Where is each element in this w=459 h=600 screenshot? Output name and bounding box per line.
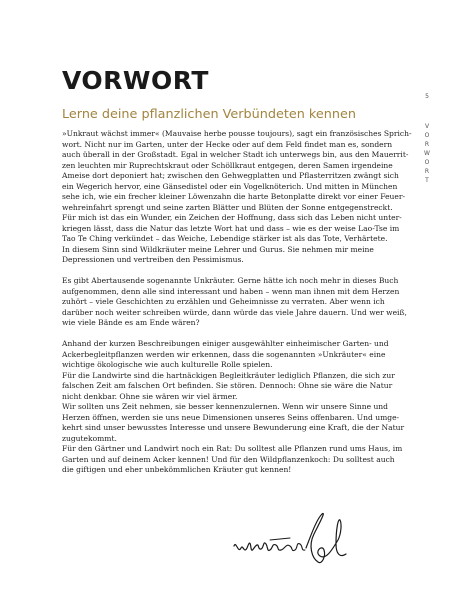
body-line: wort. Nicht nur im Garten, unter der Hecke oder auf dem Feld findet man es, sondern xyxy=(62,139,393,149)
paragraph-gap xyxy=(62,329,414,340)
body-line: ein Wegerich hervor, eine Gänsedistel oder ein Vogelknöterich. Und mitten in München xyxy=(62,181,398,191)
section-label-vertical xyxy=(421,122,433,185)
body-line: Tao Te Ching verkündet – das Weiche, Lebendige stärker ist als das Tote, Verhärtete. xyxy=(62,234,388,243)
body-line: »Unkraut wächst immer« (Mauvaise herbe pousse toujours), sagt ein französisches Sprich- xyxy=(62,129,412,138)
running-header xyxy=(421,93,433,185)
body-line: wie viele Bände es am Ende wären? xyxy=(62,318,200,327)
section-label-letter: T xyxy=(425,177,429,184)
body-line: Garten und auf deinem Acker kennen! Und für den Wildpflanzenkoch: Du solltest auch xyxy=(62,454,395,464)
body-line: Für den Gärtner und Landwirt noch ein Rat: Du solltest alle Pflanzen rund ums Haus, im xyxy=(62,444,403,453)
page-number: 5 xyxy=(425,93,429,100)
body-line: Depressionen und vertreiben den Pessimismus. xyxy=(62,255,244,264)
paragraph-gap xyxy=(62,266,414,277)
body-line: Anhand der kurzen Beschreibungen einiger ausgewählter einheimischer Garten- und xyxy=(62,339,389,348)
body-line: nicht denkbar. Ohne sie wären wir viel ärmer. xyxy=(62,391,238,401)
author-signature xyxy=(230,510,350,578)
body-line: sehe ich, wie ein frecher kleiner Löwenzahn die harte Betonplatte direkt vor einer Feuer- xyxy=(62,192,406,201)
body-line: Herzen öffnen, werden sie uns neue Dimensionen unseres Seins offenbaren. Und umge- xyxy=(62,412,400,422)
section-label-letter: W xyxy=(424,150,430,157)
body-line: kriegen lässt, dass die Natur das letzte Wort hat und dass – wie es der weise Lao-Tse im xyxy=(62,223,400,233)
body-line: die giftigen und eher unbekömmlichen Kräuter gut kennen! xyxy=(62,465,292,474)
body-line: Ackerbegleitpflanzen werden wir erkennen, dass die sogenannten »Unkräuter« eine xyxy=(62,349,386,359)
body-line: zuhört – viele Geschichten zu erzählen und Geheimnisse zu verraten. Aber wenn ich xyxy=(62,297,385,306)
body-line: darüber noch weiter schreiben würde, dann würde das viele Jahre dauern. Und wer weiß, xyxy=(62,307,407,317)
body-line: zugutekommt. xyxy=(62,433,117,443)
section-label-letter: O xyxy=(424,159,430,166)
body-line: Für die Landwirte sind die hartnäckigen Begleitkräuter lediglich Pflanzen, die sich zur xyxy=(62,370,395,380)
body-line: aufgenommen, denn alle sind interessant und haben – wenn man ihnen mit dem Herzen xyxy=(62,286,400,296)
page-subtitle: Lerne deine pflanzlichen Verbündeten kennen xyxy=(62,107,356,122)
body-line: Ameise dort deponiert hat; zwischen den Gehwegplatten und Pflasterritzen zwängt sich xyxy=(62,171,399,180)
section-label-letter: R xyxy=(424,141,430,148)
section-label-letter: R xyxy=(424,168,430,175)
body-line: zen leuchten mir Ruprechtskraut oder Schöllkraut entgegen, deren Samen irgendeine xyxy=(62,160,393,170)
body-line: In diesem Sinn sind Wildkräuter meine Lehrer und Gurus. Sie nehmen mir meine xyxy=(62,244,374,254)
body-line: wehreinfahrt sprengt und seine zarten Blätter und Blüten der Sonne entgegenstreckt. xyxy=(62,202,393,212)
body-line: kehrt sind unser bewusstes Interesse und unsere Bewunderung eine Kraft, die der Natur xyxy=(62,423,405,432)
body-text xyxy=(62,129,414,476)
body-line: Wir sollten uns Zeit nehmen, sie besser kennenzulernen. Wenn wir unsere Sinne und xyxy=(62,402,388,411)
body-line: auch überall in der Großstadt. Egal in welcher Stadt ich unterwegs bin, aus den Mauerrit- xyxy=(62,150,409,159)
body-line: Es gibt Abertausende sogenannte Unkräuter. Gerne hätte ich noch mehr in dieses Buch xyxy=(62,276,399,285)
body-line: wichtige ökologische wie auch kulturelle Rolle spielen. xyxy=(62,360,273,369)
body-line: falschen Zeit am falschen Ort befinden. Sie stören. Dennoch: Ohne sie wäre die Natur xyxy=(62,381,393,390)
body-line: Für mich ist das ein Wunder, ein Zeichen der Hoffnung, dass sich das Leben nicht unter- xyxy=(62,213,402,222)
section-label-letter: O xyxy=(424,132,430,139)
page-title: VORWORT xyxy=(62,66,209,95)
section-label-letter: V xyxy=(424,123,430,130)
